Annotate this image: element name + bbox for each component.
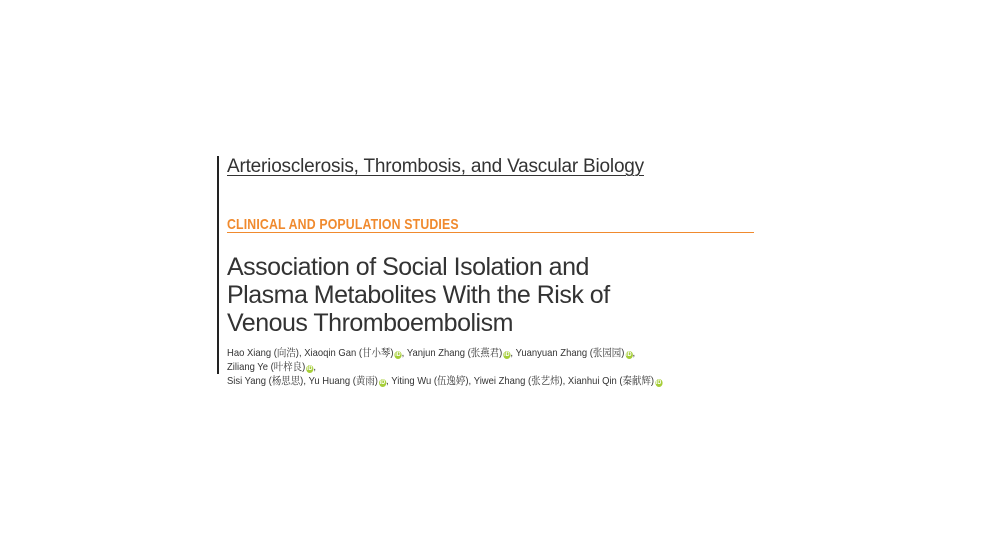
author-name: Xiaoqin Gan (甘小琴) — [304, 347, 394, 359]
author-item — [227, 375, 309, 387]
author-name: Xianhui Qin (秦献辉) — [567, 375, 655, 387]
author-name: Yuanyuan Zhang (张园园) — [515, 347, 625, 359]
author-name: Sisi Yang (杨思思) — [227, 375, 304, 387]
author-item — [304, 347, 407, 359]
author-separator: , — [510, 347, 516, 359]
author-name: Ziliang Ye (叶梓良) — [227, 361, 306, 373]
orcid-icon[interactable]: iD — [307, 366, 313, 372]
orcid-icon[interactable]: iD — [655, 380, 662, 386]
author-separator: , — [386, 375, 392, 387]
left-margin-rule — [217, 156, 219, 374]
section-heading: CLINICAL AND POPULATION STUDIES — [227, 216, 459, 233]
orcid-icon[interactable]: iD — [395, 352, 401, 358]
orcid-icon[interactable]: iD — [379, 380, 386, 386]
journal-name[interactable]: Arteriosclerosis, Thrombosis, and Vascular Biology — [227, 156, 644, 177]
orcid-icon[interactable]: iD — [626, 352, 632, 358]
author-line — [227, 374, 727, 388]
article-title — [227, 253, 610, 337]
author-separator: , — [401, 347, 407, 359]
title-line: Association of Social Isolation and — [227, 253, 589, 281]
author-item — [227, 361, 316, 373]
author-name: Yiwei Zhang (张艺炜) — [473, 375, 563, 387]
author-line — [227, 346, 727, 374]
section-heading-rule — [227, 216, 754, 233]
author-name: Yanjun Zhang (张燕君) — [406, 347, 503, 359]
author-name: Hao Xiang (向浩) — [227, 347, 299, 359]
author-item — [407, 347, 516, 359]
author-separator: , — [313, 361, 316, 373]
orcid-icon[interactable]: iD — [504, 352, 510, 358]
author-item — [474, 375, 568, 387]
author-separator: , — [562, 375, 568, 387]
author-item — [309, 375, 392, 387]
author-item — [516, 347, 635, 359]
title-line: Plasma Metabolites With the Risk of — [227, 281, 610, 309]
author-separator: , — [303, 375, 309, 387]
author-name: Yu Huang (黄雨) — [308, 375, 378, 387]
author-name: Yiting Wu (伍逸婷) — [391, 375, 469, 387]
author-separator: , — [298, 347, 305, 359]
author-item — [568, 375, 662, 387]
author-item — [391, 375, 473, 387]
title-line: Venous Thromboembolism — [227, 309, 513, 337]
author-separator: , — [468, 375, 474, 387]
author-list — [227, 346, 727, 388]
author-item — [227, 347, 304, 359]
author-separator: , — [632, 347, 636, 359]
